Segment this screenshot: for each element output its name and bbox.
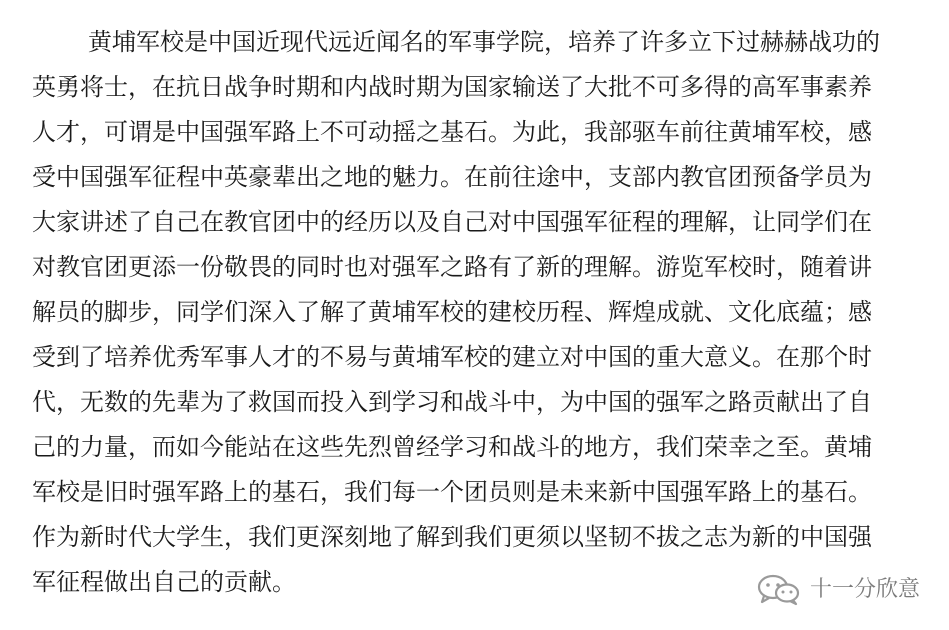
paragraph-line-3: 人才，可谓是中国强军路上不可动摇之基石。为此，我部驱车前往黄埔军校，感 — [32, 118, 872, 146]
paragraph-line-2: 英勇将士，在抗日战争时期和内战时期为国家输送了大批不可多得的高军事素养 — [32, 73, 872, 101]
paragraph-line-4: 受中国强军征程中英豪辈出之地的魅力。在前往途中，支部内教官团预备学员为 — [32, 163, 872, 191]
paragraph-line-1: 黄埔军校是中国近现代远近闻名的军事学院，培养了许多立下过赫赫战功的 — [88, 28, 880, 56]
paragraph-line-7: 解员的脚步，同学们深入了解了黄埔军校的建校历程、辉煌成就、文化底蕴；感 — [32, 298, 872, 326]
paragraph-line-9: 代，无数的先辈为了救国而投入到学习和战斗中，为中国的强军之路贡献出了自 — [32, 388, 872, 416]
paragraph-line-8: 受到了培养优秀军事人才的不易与黄埔军校的建立对中国的重大意义。在那个时 — [32, 343, 872, 371]
account-watermark — [756, 573, 920, 607]
paragraph-line-5: 大家讲述了自己在教官团中的经历以及自己对中国强军征程的理解，让同学们在 — [32, 208, 872, 236]
paragraph-line-6: 对教官团更添一份敬畏的同时也对强军之路有了新的理解。游览军校时，随着讲 — [32, 253, 872, 281]
paragraph-line-11: 军校是旧时强军路上的基石，我们每一个团员则是未来新中国强军路上的基石。 — [32, 478, 872, 506]
watermark-text: 十一分欣意 — [810, 577, 921, 602]
paragraph-line-10: 己的力量，而如今能站在这些先烈曾经学习和战斗的地方，我们荣幸之至。黄埔 — [32, 433, 872, 461]
paragraph-line-12: 作为新时代大学生，我们更深刻地了解到我们更须以坚韧不拔之志为新的中国强 — [32, 523, 872, 551]
paragraph-line-13: 军征程做出自己的贡献。 — [32, 568, 296, 596]
wechat-icon — [756, 574, 802, 606]
